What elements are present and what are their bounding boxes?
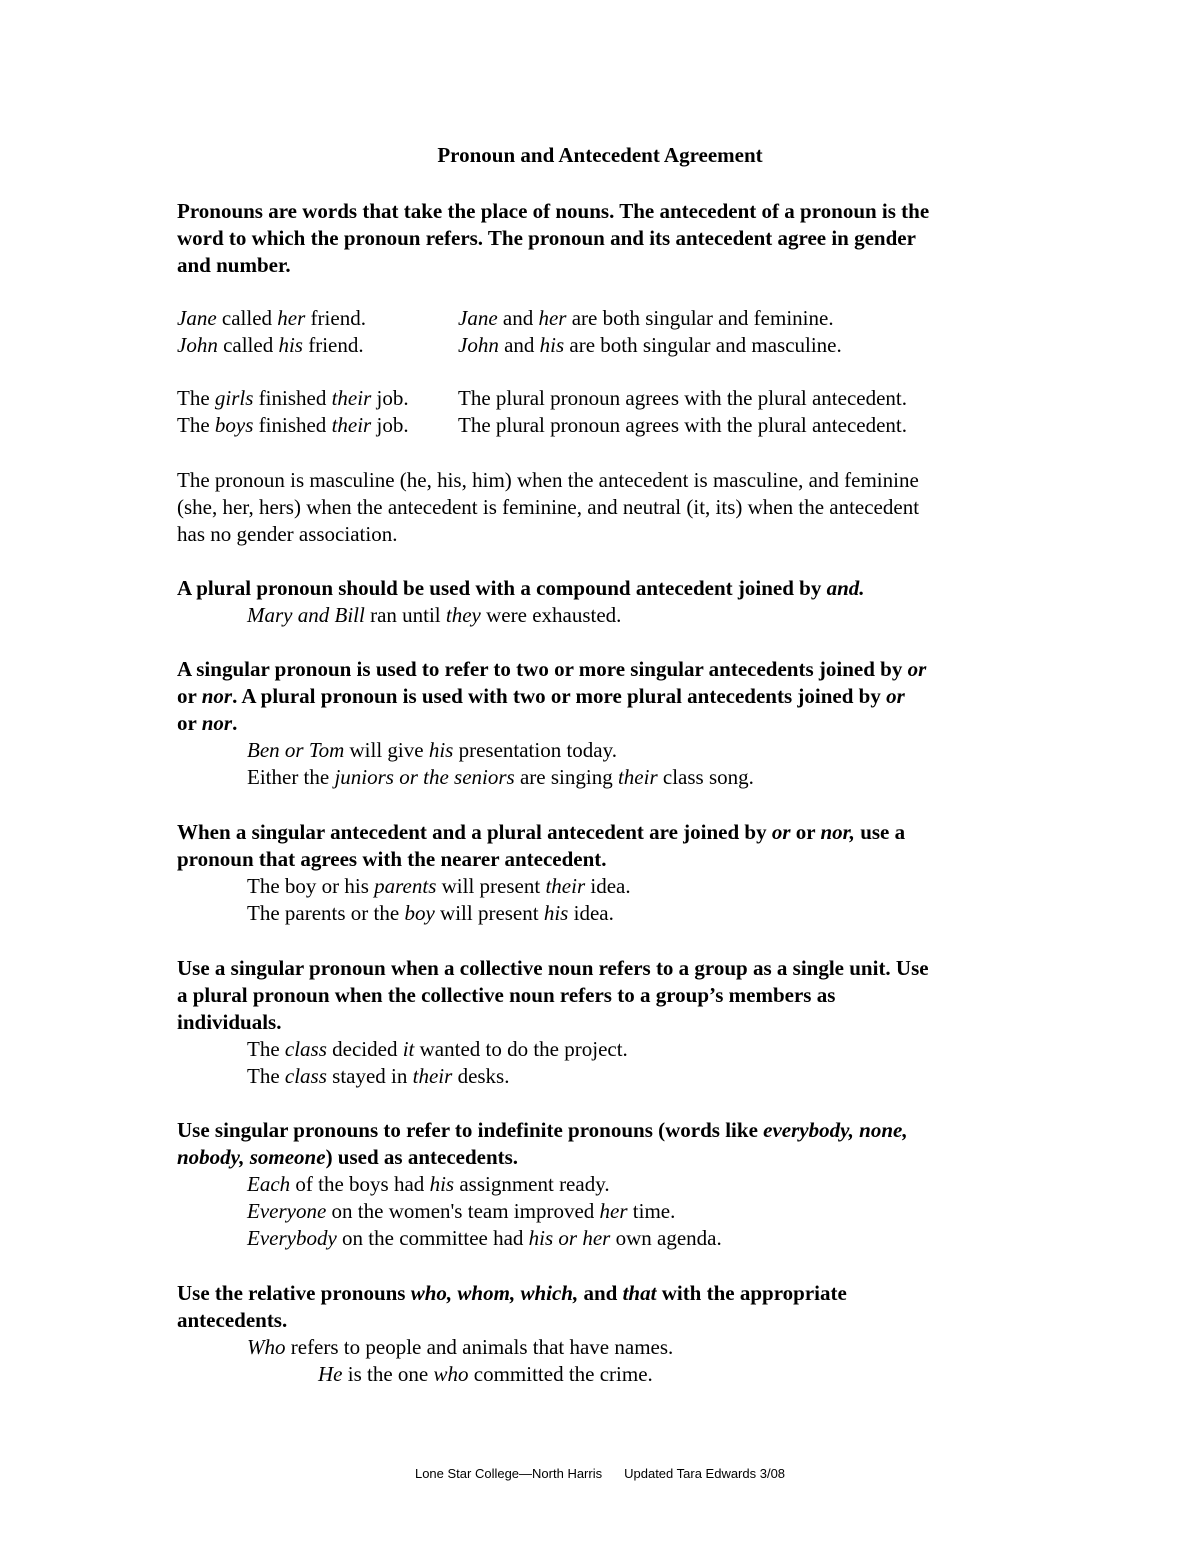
rule-example: The class stayed in their desks. (247, 1064, 510, 1088)
rule-heading-line: Use a singular pronoun when a collective noun refers to a group as a single unit. Use (177, 956, 929, 980)
rule-heading-line: individuals. (177, 1010, 282, 1034)
rule-mixed (177, 819, 1037, 927)
rule-heading: A plural pronoun should be used with a compound antecedent joined by and. (177, 576, 865, 600)
rule-heading-line: a plural pronoun when the collective noun refers to a group’s members as (177, 983, 836, 1007)
rule-example: Mary and Bill ran until they were exhausted. (247, 603, 622, 627)
footer-updated: Updated Tara Edwards 3/08 (624, 1466, 786, 1481)
intro-line: and number. (177, 253, 291, 277)
gender-examples (177, 305, 1037, 359)
rule-heading-line: When a singular antecedent and a plural antecedent are joined by or or nor, use a (177, 820, 906, 844)
rule-relative (177, 1280, 1037, 1388)
example-sentence: The girls finished their job. (177, 386, 409, 410)
paragraph-line: has no gender association. (177, 522, 398, 546)
example-explanation: Jane and her are both singular and feminine. (458, 306, 834, 330)
rule-example: The parents or the boy will present his idea. (247, 901, 614, 925)
rule-example: He is the one who committed the crime. (318, 1362, 653, 1386)
rule-collective (177, 955, 1037, 1090)
rule-compound (177, 575, 1037, 629)
example-row (177, 412, 1037, 439)
example-explanation: The plural pronoun agrees with the plural antecedent. (458, 413, 907, 437)
example-sentence: Jane called her friend. (177, 306, 366, 330)
example-sentence: John called his friend. (177, 333, 364, 357)
rule-example: Each of the boys had his assignment ready. (247, 1172, 610, 1196)
paragraph-line: (she, her, hers) when the antecedent is feminine, and neutral (it, its) when the antecedent (177, 495, 920, 519)
gender-paragraph (177, 467, 1037, 548)
rule-heading-line: Use the relative pronouns who, whom, which, and that with the appropriate (177, 1281, 847, 1305)
intro-paragraph (177, 198, 1037, 279)
example-row (177, 385, 1037, 412)
rule-example: The boy or his parents will present their idea. (247, 874, 631, 898)
footer-source: Lone Star College—North Harris (414, 1466, 603, 1481)
intro-line: word to which the pronoun refers. The pronoun and its antecedent agree in gender (177, 226, 916, 250)
rule-heading-line: pronoun that agrees with the nearer antecedent. (177, 847, 607, 871)
example-explanation: The plural pronoun agrees with the plural antecedent. (458, 386, 907, 410)
page-title: Pronoun and Antecedent Agreement (437, 143, 763, 167)
example-row (177, 305, 1037, 332)
example-sentence: The boys finished their job. (177, 413, 409, 437)
rule-example: Who refers to people and animals that have names. (247, 1335, 674, 1359)
example-row (177, 332, 1037, 359)
rule-or-nor (177, 656, 1037, 791)
rule-example: Everybody on the committee had his or her own agenda. (247, 1226, 722, 1250)
rule-heading-line: Use singular pronouns to refer to indefinite pronouns (words like everybody, none, (177, 1118, 908, 1142)
rule-example: The class decided it wanted to do the project. (247, 1037, 628, 1061)
page-footer (0, 1466, 1200, 1482)
plural-examples (177, 385, 1037, 439)
example-explanation: John and his are both singular and masculine. (458, 333, 842, 357)
rule-heading-line: or nor. A plural pronoun is used with two or more plural antecedents joined by or (177, 684, 905, 708)
rule-heading-line: nobody, someone) used as antecedents. (177, 1145, 519, 1169)
rule-example: Ben or Tom will give his presentation today. (247, 738, 618, 762)
rule-heading-line: A singular pronoun is used to refer to two or more singular antecedents joined by or (177, 657, 927, 681)
rule-heading-line: antecedents. (177, 1308, 288, 1332)
rule-example: Everyone on the women's team improved her time. (247, 1199, 676, 1223)
rule-indefinite (177, 1117, 1037, 1252)
rule-example: Either the juniors or the seniors are singing their class song. (247, 765, 754, 789)
rule-heading-line: or nor. (177, 711, 238, 735)
intro-line: Pronouns are words that take the place of nouns. The antecedent of a pronoun is the (177, 199, 930, 223)
paragraph-line: The pronoun is masculine (he, his, him) when the antecedent is masculine, and feminine (177, 468, 919, 492)
